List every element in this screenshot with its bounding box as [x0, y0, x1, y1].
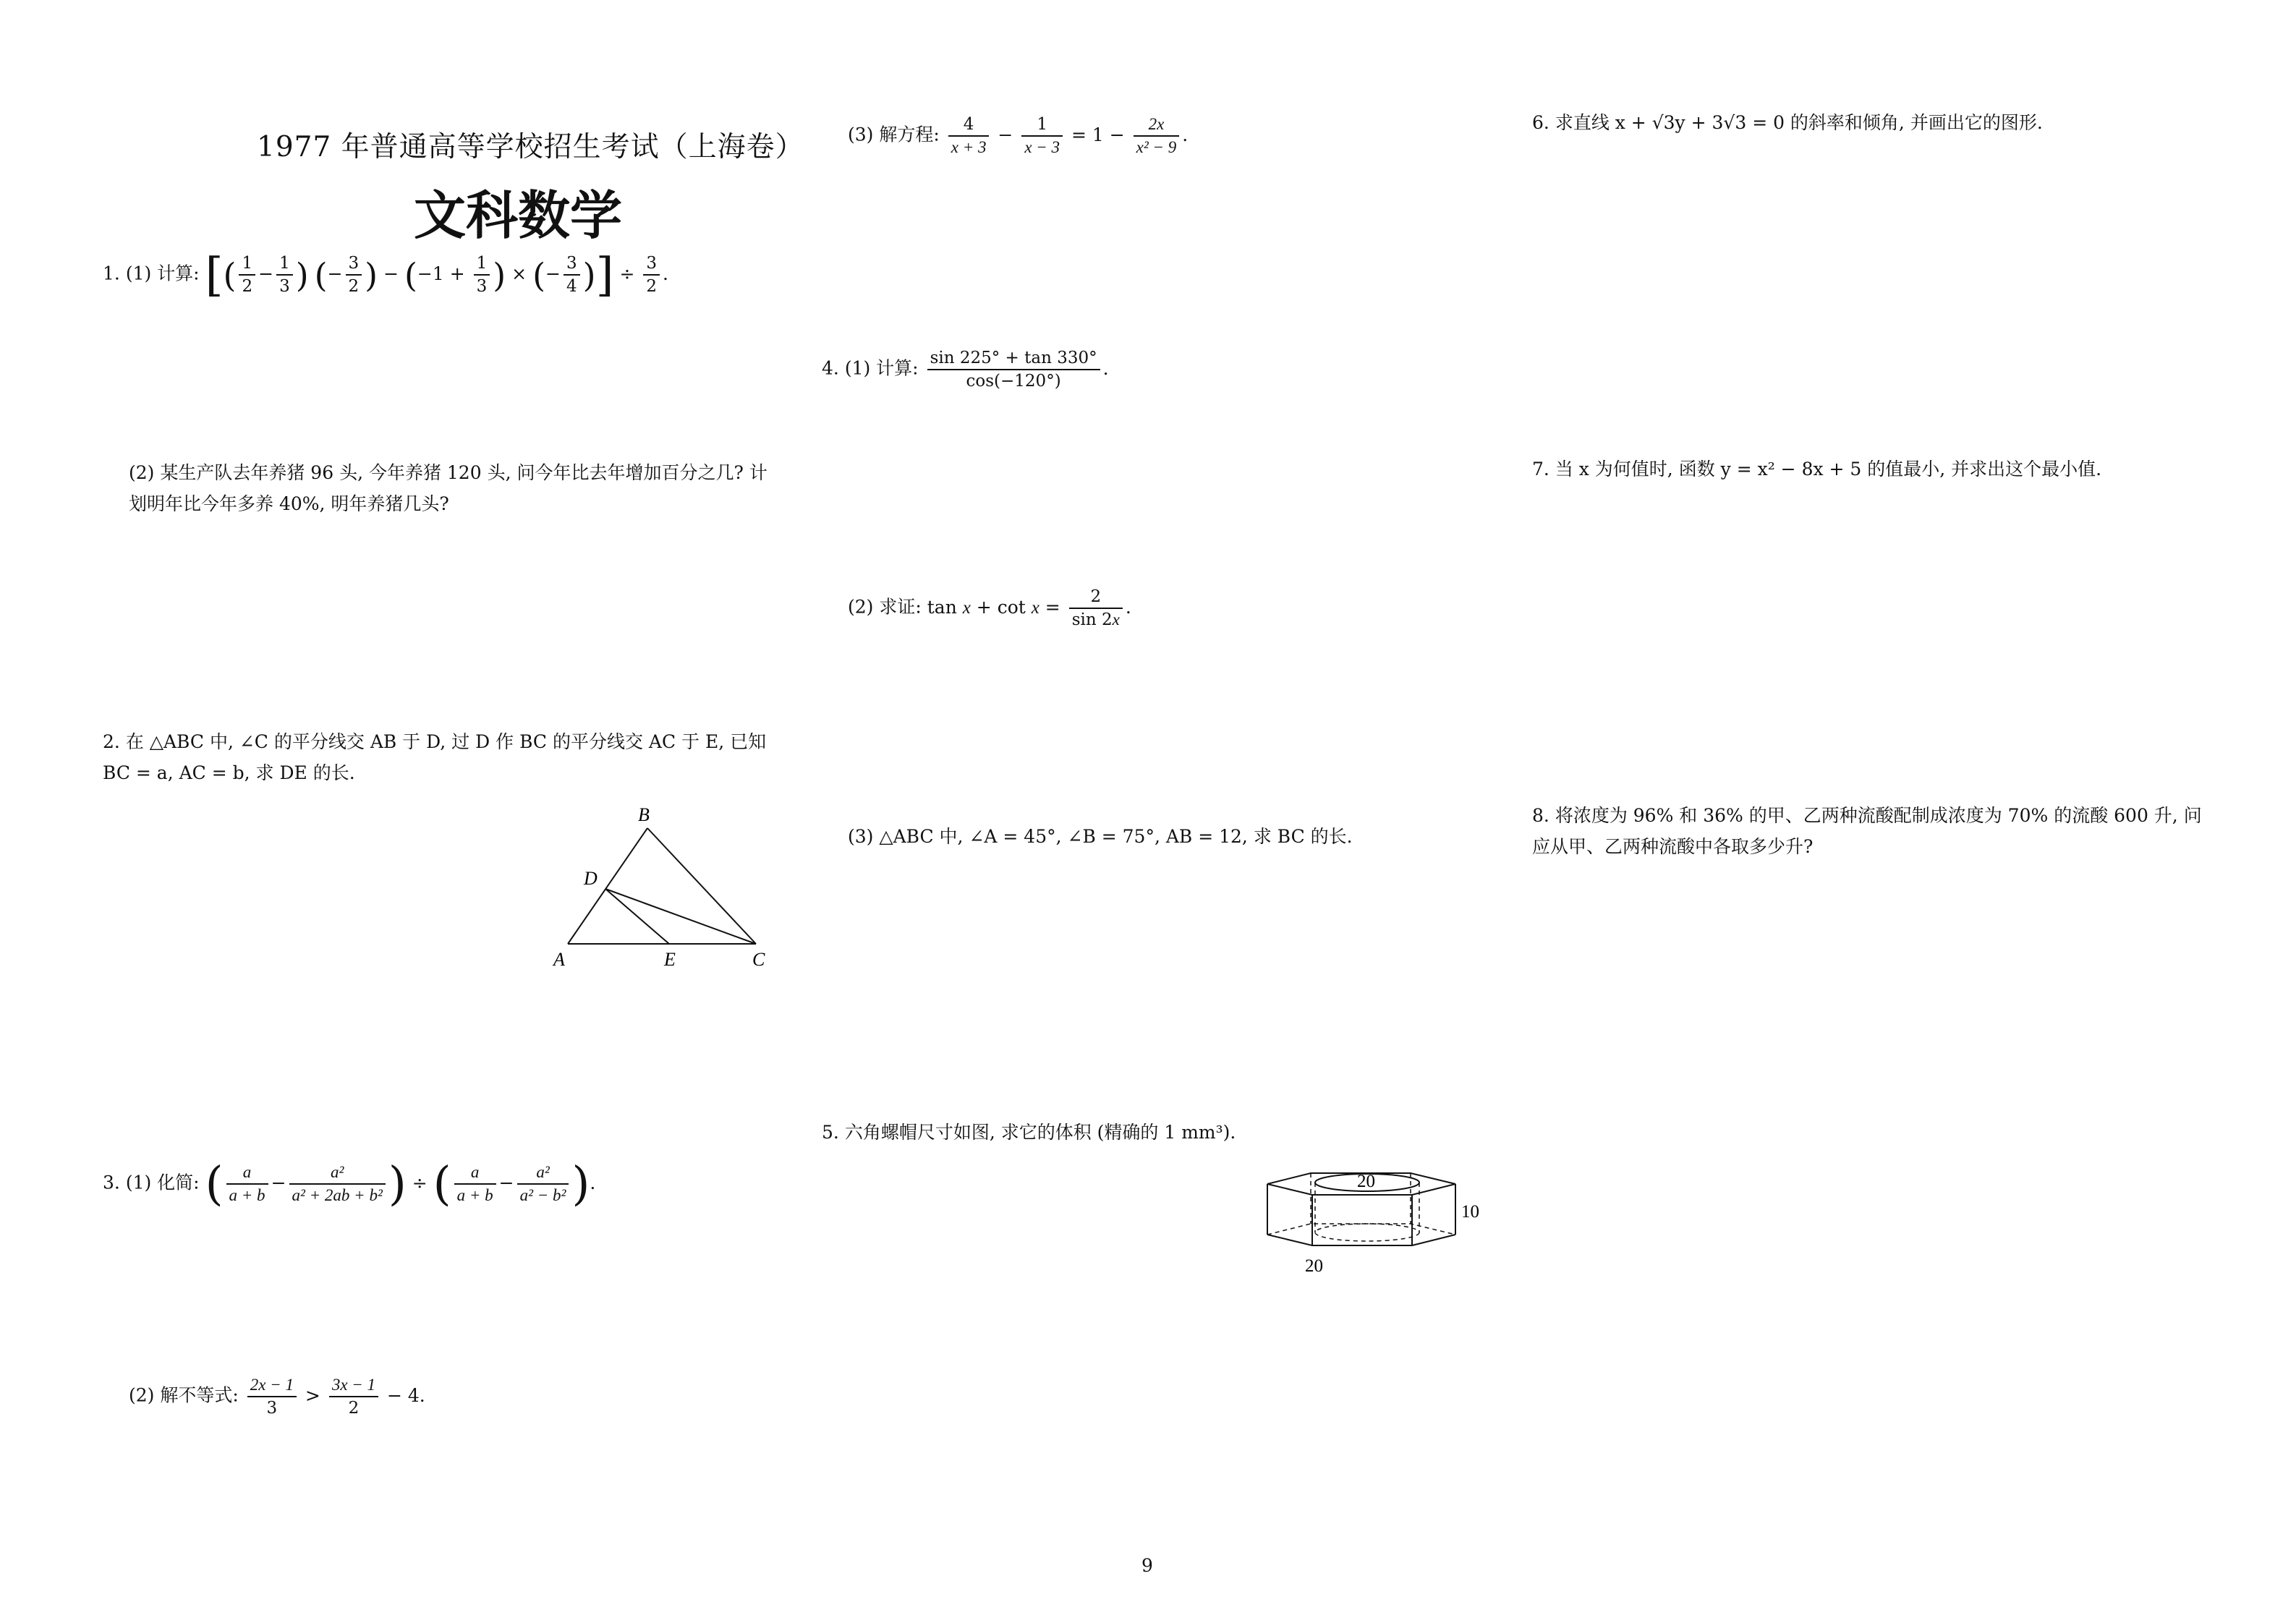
hex-nut-figure [1251, 1164, 1512, 1302]
question-number: 4. [822, 357, 839, 379]
question-number: 6. [1532, 112, 1549, 133]
question-8-text: 将浓度为 96% 和 36% 的甲、乙两种流酸配制成浓度为 70% 的流酸 600 升, 问应从甲、乙两种流酸中各取多少升? [1532, 805, 2202, 857]
question-4-part-2 [848, 586, 1131, 631]
question-3-part-2 [129, 1374, 425, 1419]
exam-title: 1977 年普通高等学校招生考试（上海卷） [257, 131, 804, 163]
question-1-part-2: (2) 某生产队去年养猪 96 头, 今年养猪 120 头, 问今年比去年增加百分之几? 计划明年比今年多养 40%, 明年养猪几头? [129, 462, 768, 514]
question-7 [1532, 454, 2101, 485]
label-b: B [638, 804, 650, 825]
subject-title: 文科数学 [414, 185, 623, 246]
part-label: (1) 计算: [125, 263, 200, 284]
question-8 [1532, 800, 2219, 862]
question-2-text: 在 △ABC 中, ∠C 的平分线交 AB 于 D, 过 D 作 BC 的平分线交 AC 于 E, 已知 BC = a, AC = b, 求 DE 的长. [103, 731, 767, 783]
part-label: (2) 求证: [848, 596, 922, 618]
segment-dc [605, 889, 756, 944]
part-label: (1) 化简: [125, 1172, 200, 1193]
part-label: (3) 解方程: [848, 124, 940, 145]
question-3-part-1 [103, 1157, 596, 1211]
side-bc [647, 828, 756, 944]
equation: $\frac{4}{x + 3}$ − $\frac{1}{x - 3}$ = 1 − $\frac{2x}{\text{x² − 9}}$ . [945, 124, 1188, 145]
question-4-part-3: (3) △ABC 中, ∠A = 45°, ∠B = 75°, AB = 12, 求 BC 的长. [848, 826, 1353, 847]
expression-q3-1: ( $\frac{a}{a + b}$ − $\frac{\text{a²}}{\text{a² + 2ab + b²}}$ ) ÷ ( $\frac{a}{a + b}$ − $\frac{\text{a²}}{\text{a² − b²}}$ ). [205, 1157, 596, 1211]
question-3-part-3 [848, 114, 1188, 158]
label-height: 10 [1461, 1202, 1479, 1222]
bottom-hole [1315, 1224, 1419, 1241]
inequality: $\frac{2x - 1}{3}$ > $\frac{3x - 1}{2}$ − 4. [245, 1385, 425, 1406]
side-ab [568, 828, 647, 944]
expression-q1-1: [( $\frac{1}{2}$ − $\frac{1}{3}$ ) (− $\frac{3}{2}$ ) − (−1 + $\frac{1}{3}$ ) × (− $\frac{3}{4}$ )] ÷ $\frac{3}{2}$ . [205, 248, 668, 302]
label-e: E [664, 949, 676, 970]
question-6-text: 求直线 x + √3y + 3√3 = 0 的斜率和倾角, 并画出它的图形. [1555, 112, 2043, 133]
part-label: (1) 计算: [844, 357, 919, 379]
label-c: C [752, 949, 765, 970]
question-number: 3. [103, 1172, 120, 1193]
part-label: (2) 解不等式: [129, 1384, 239, 1406]
question-number: 8. [1532, 805, 1549, 826]
trig-expression: $\frac{\sin 225^\circ + \tan 330^\circ}{\cos(-120^\circ)}$ . [924, 358, 1109, 379]
page-number: 9 [1141, 1555, 1153, 1576]
question-number: 7. [1532, 459, 1549, 480]
identity: tan x + cot x = $\frac{2}{\sin 2x}$ . [927, 587, 1131, 629]
label-d: D [584, 868, 598, 889]
segment-de [605, 889, 669, 944]
question-7-text: 当 x 为何值时, 函数 y = x² − 8x + 5 的值最小, 并求出这个最小值. [1555, 459, 2102, 480]
question-number: 2. [103, 731, 120, 752]
question-2 [103, 726, 783, 788]
question-number: 5. [822, 1122, 839, 1143]
question-1-part-1 [103, 248, 668, 302]
triangle-figure [528, 799, 788, 973]
question-number: 1. [103, 263, 120, 284]
question-6 [1532, 108, 2043, 138]
question-5 [822, 1117, 1236, 1148]
question-4-part-1 [822, 347, 1109, 392]
question-5-text: 六角螺帽尺寸如图, 求它的体积 (精确的 1 mm³). [844, 1122, 1236, 1143]
label-a: A [553, 949, 565, 970]
label-side: 20 [1305, 1256, 1323, 1276]
label-inner-diameter: 20 [1357, 1172, 1375, 1191]
